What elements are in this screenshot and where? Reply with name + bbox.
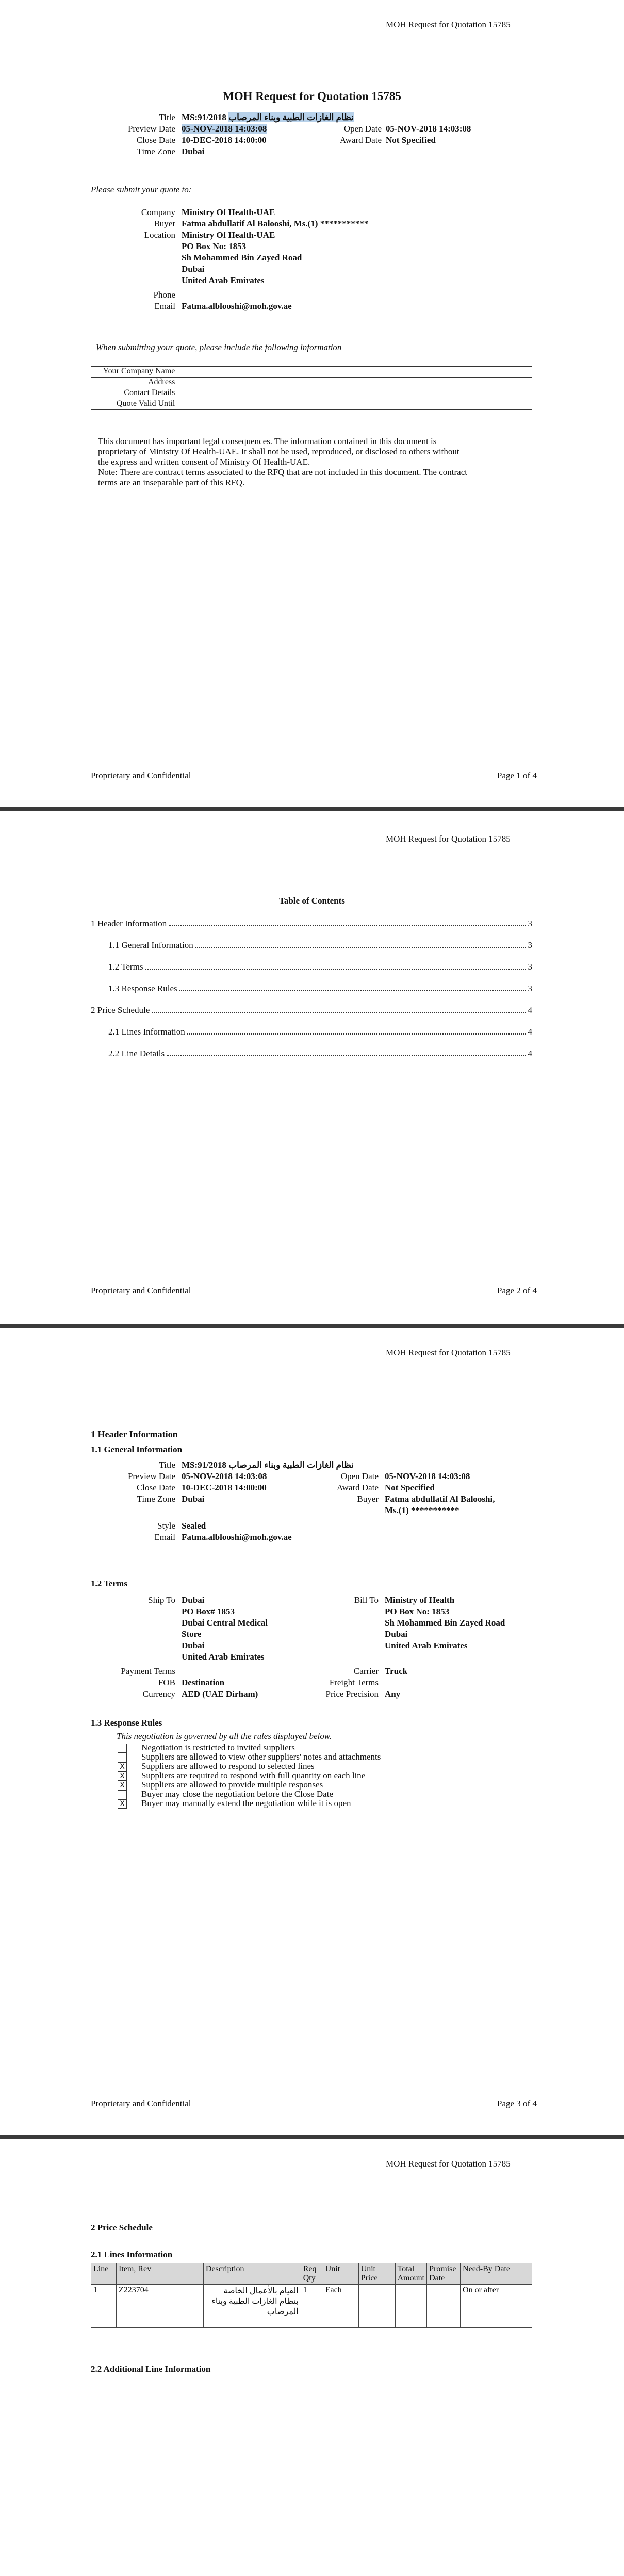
quote-info-table — [91, 366, 532, 410]
ship-to-line: United Arab Emirates — [182, 1652, 265, 1662]
toc-page: 3 — [528, 940, 532, 950]
rule-checkbox[interactable]: X — [118, 1771, 127, 1781]
freight-terms-label: Freight Terms — [329, 1678, 379, 1687]
rule-checkbox[interactable] — [118, 1790, 127, 1799]
email-value: Fatma.alblooshi@moh.gov.ae — [182, 301, 292, 311]
company-name-input[interactable] — [177, 367, 532, 378]
footer-left: Proprietary and Confidential — [91, 2098, 191, 2108]
page-2 — [0, 811, 624, 1324]
legal-line: the express and written consent of Ministry Of Health-UAE. — [98, 457, 310, 467]
section-heading: 2 Price Schedule — [91, 2223, 153, 2233]
page-number: Page 2 of 4 — [497, 1286, 537, 1295]
page-header-title: MOH Request for Quotation 15785 — [386, 834, 511, 844]
section-heading: 1.3 Response Rules — [91, 1718, 162, 1728]
contact-details-input[interactable] — [177, 388, 532, 399]
cell-item: Z223704 — [116, 2285, 203, 2328]
section-heading: 2.1 Lines Information — [91, 2250, 173, 2259]
page-separator — [0, 2135, 624, 2139]
quote-field-label: Contact Details — [91, 388, 177, 399]
column-header: Promise Date — [427, 2263, 461, 2285]
award-date-value: Not Specified — [386, 135, 436, 145]
cell-promise-date[interactable] — [427, 2285, 461, 2328]
location-line: United Arab Emirates — [182, 275, 265, 285]
include-intro: When submitting your quote, please include the following information — [96, 342, 342, 352]
fob-value: Destination — [182, 1678, 225, 1687]
column-header: Req Qty — [301, 2263, 323, 2285]
table-row — [91, 367, 532, 378]
toc-label: 1.3 Response Rules — [108, 983, 177, 993]
price-precision-label: Price Precision — [325, 1689, 379, 1699]
email-label: Email — [154, 301, 175, 311]
footer-left: Proprietary and Confidential — [91, 1286, 191, 1295]
buyer-value: Fatma abdullatif Al Balooshi, Ms.(1) *********** — [182, 219, 369, 228]
footer-left: Proprietary and Confidential — [91, 770, 191, 780]
rule-checkbox[interactable]: X — [118, 1799, 127, 1809]
column-header: Need-By Date — [461, 2263, 532, 2285]
title-arabic: نظام الغازات الطبية وبناء المرصاب — [228, 112, 354, 122]
cell-unit: Each — [323, 2285, 358, 2328]
rule-text: Negotiation is restricted to invited suppliers — [141, 1743, 295, 1752]
section-heading: 2.2 Additional Line Information — [91, 2364, 211, 2374]
column-header: Description — [203, 2263, 301, 2285]
carrier-value: Truck — [385, 1666, 408, 1676]
phone-label: Phone — [153, 290, 175, 300]
toc-page: 4 — [528, 1027, 532, 1037]
open-date-label: Open Date — [340, 1471, 379, 1481]
ship-to-line: Store — [182, 1629, 202, 1639]
legal-line: terms are an inseparable part of this RFQ. — [98, 478, 245, 487]
title-label: Title — [159, 1460, 175, 1470]
title-code: MS:91/2018 — [182, 112, 226, 122]
bill-to-line: PO Box No: 1853 — [385, 1606, 450, 1616]
cell-unit-price[interactable] — [358, 2285, 395, 2328]
page-4 — [0, 2139, 624, 2576]
rule-text: Buyer may manually extend the negotiation while it is open — [141, 1798, 351, 1808]
rule-text: Buyer may close the negotiation before the Close Date — [141, 1789, 333, 1799]
quote-field-label: Your Company Name — [91, 367, 177, 378]
toc-label: 1.2 Terms — [108, 962, 143, 972]
page-header-title: MOH Request for Quotation 15785 — [386, 2159, 511, 2169]
title-code: MS:91/2018 — [182, 1460, 226, 1470]
bill-to-label: Bill To — [354, 1595, 379, 1605]
currency-label: Currency — [142, 1689, 175, 1699]
ship-to-label: Ship To — [148, 1595, 175, 1605]
toc-page: 4 — [528, 1005, 532, 1015]
toc-entry[interactable] — [108, 983, 532, 994]
bill-to-line: United Arab Emirates — [385, 1640, 468, 1650]
rule-checkbox[interactable] — [118, 1744, 127, 1753]
toc-label: 2.2 Line Details — [108, 1048, 165, 1058]
rules-intro: This negotiation is governed by all the rules displayed below. — [117, 1731, 332, 1741]
table-row — [91, 378, 532, 388]
close-date-label: Close Date — [136, 1483, 175, 1492]
bill-to-line: Sh Mohammed Bin Zayed Road — [385, 1618, 505, 1628]
toc-page: 3 — [528, 962, 532, 972]
column-header: Unit Price — [358, 2263, 395, 2285]
address-input[interactable] — [177, 378, 532, 388]
company-value: Ministry Of Health-UAE — [182, 207, 275, 217]
email-label: Email — [154, 1532, 175, 1542]
time-zone-label: Time Zone — [137, 1494, 175, 1504]
legal-line: proprietary of Ministry Of Health-UAE. It shall not be used, reproduced, or disclosed to others without — [98, 447, 459, 456]
legal-line: Note: There are contract terms associated to the RFQ that are not included in this document. The contract — [98, 467, 467, 477]
column-header: Line — [91, 2263, 117, 2285]
rule-checkbox[interactable] — [118, 1753, 127, 1762]
buyer-label: Buyer — [154, 219, 175, 228]
bill-to-line: Dubai — [385, 1629, 408, 1639]
lines-table — [91, 2263, 532, 2328]
ship-to-line: Dubai — [182, 1640, 205, 1650]
page-separator — [0, 807, 624, 811]
toc-entry[interactable] — [108, 940, 532, 950]
rule-text: Suppliers are allowed to view other suppliers' notes and attachments — [141, 1752, 381, 1762]
location-line: Dubai — [182, 264, 205, 274]
toc-entry[interactable] — [108, 1027, 532, 1037]
carrier-label: Carrier — [353, 1666, 379, 1676]
rule-text: Suppliers are allowed to respond to selected lines — [141, 1761, 315, 1771]
table-row — [91, 2285, 532, 2328]
title-label: Title — [159, 112, 175, 122]
award-date-label: Award Date — [339, 135, 382, 145]
title-value — [182, 1460, 354, 1470]
quote-valid-until-input[interactable] — [177, 399, 532, 410]
location-line: Sh Mohammed Bin Zayed Road — [182, 253, 302, 262]
preview-date-label: Preview Date — [127, 124, 175, 134]
close-date-value: 10-DEC-2018 14:00:00 — [182, 1483, 267, 1492]
cell-qty: 1 — [301, 2285, 323, 2328]
email-value: Fatma.alblooshi@moh.gov.ae — [182, 1532, 292, 1542]
column-header: Unit — [323, 2263, 358, 2285]
quote-field-label: Quote Valid Until — [91, 399, 177, 410]
bill-to-line: Ministry of Health — [385, 1595, 455, 1605]
toc-label: 2.1 Lines Information — [108, 1027, 185, 1037]
award-date-value: Not Specified — [385, 1483, 435, 1492]
rule-checkbox[interactable]: X — [118, 1762, 127, 1771]
quote-field-label: Address — [91, 378, 177, 388]
column-header: Item, Rev — [116, 2263, 203, 2285]
table-row — [91, 399, 532, 410]
page-header-title: MOH Request for Quotation 15785 — [386, 20, 511, 29]
document-title: MOH Request for Quotation 15785 — [223, 90, 401, 103]
title-value — [182, 112, 354, 123]
title-arabic: نظام الغازات الطبية وبناء المرصاب — [228, 1460, 354, 1470]
open-date-label: Open Date — [343, 124, 382, 134]
style-value: Sealed — [182, 1521, 206, 1531]
section-heading: 1.2 Terms — [91, 1579, 127, 1588]
rule-text: Suppliers are required to respond with full quantity on each line — [141, 1770, 366, 1780]
toc-label: 2 Price Schedule — [91, 1005, 150, 1015]
column-header: Total Amount — [395, 2263, 426, 2285]
submit-intro: Please submit your quote to: — [91, 185, 192, 194]
location-label: Location — [144, 230, 175, 240]
page-1 — [0, 0, 624, 807]
page-header-title: MOH Request for Quotation 15785 — [386, 1348, 511, 1357]
page-3 — [0, 1328, 624, 2135]
rule-text: Suppliers are allowed to provide multiple responses — [141, 1780, 323, 1790]
company-label: Company — [141, 207, 175, 217]
toc-label: 1 Header Information — [91, 918, 167, 928]
time-zone-value: Dubai — [182, 1494, 205, 1504]
cell-need-by: On or after — [461, 2285, 532, 2328]
cell-description: القيام بالأعمال الخاصة بنظام الغازات الطبية وبناء المرصاب — [203, 2285, 301, 2328]
page-number: Page 3 of 4 — [497, 2098, 537, 2108]
preview-date-text: 05-NOV-2018 14:03:08 — [182, 124, 267, 134]
buyer-label: Buyer — [357, 1494, 379, 1504]
table-header-row — [91, 2263, 532, 2285]
cell-total — [395, 2285, 426, 2328]
toc-label: 1.1 General Information — [108, 940, 193, 950]
rule-checkbox[interactable]: X — [118, 1781, 127, 1790]
toc-page: 4 — [528, 1048, 532, 1058]
price-precision-value: Any — [385, 1689, 401, 1699]
toc-entry[interactable] — [108, 1048, 532, 1059]
location-line: Ministry Of Health-UAE — [182, 230, 275, 240]
location-line: PO Box No: 1853 — [182, 241, 247, 251]
section-heading: 1 Header Information — [91, 1429, 178, 1439]
ship-to-line: PO Box# 1853 — [182, 1606, 235, 1616]
award-date-label: Award Date — [336, 1483, 379, 1492]
close-date-label: Close Date — [136, 135, 175, 145]
buyer-value: Fatma abdullatif Al Balooshi, — [385, 1494, 495, 1504]
toc-page: 3 — [528, 918, 532, 928]
style-label: Style — [157, 1521, 175, 1531]
preview-date-value: 05-NOV-2018 14:03:08 — [182, 1471, 267, 1481]
section-heading: 1.1 General Information — [91, 1445, 183, 1454]
open-date-value: 05-NOV-2018 14:03:08 — [385, 1471, 470, 1481]
toc-title: Table of Contents — [279, 896, 345, 906]
close-date-value: 10-DEC-2018 14:00:00 — [182, 135, 267, 145]
table-row — [91, 388, 532, 399]
currency-value: AED (UAE Dirham) — [182, 1689, 258, 1699]
ship-to-line: Dubai — [182, 1595, 205, 1605]
page-number: Page 1 of 4 — [497, 770, 537, 780]
toc-entry[interactable] — [91, 1005, 532, 1015]
page-separator — [0, 1324, 624, 1328]
time-zone-label: Time Zone — [137, 146, 175, 156]
legal-line: This document has important legal consequences. The information contained in this document is — [98, 436, 437, 446]
preview-date-value — [182, 124, 267, 134]
payment-terms-label: Payment Terms — [121, 1666, 175, 1676]
toc-entry[interactable] — [108, 962, 532, 972]
toc-entry[interactable] — [91, 918, 532, 929]
cell-line: 1 — [91, 2285, 117, 2328]
time-zone-value: Dubai — [182, 146, 205, 156]
toc-page: 3 — [528, 983, 532, 993]
fob-label: FOB — [158, 1678, 175, 1687]
open-date-value: 05-NOV-2018 14:03:08 — [386, 124, 471, 134]
buyer-value-line2: Ms.(1) *********** — [385, 1505, 459, 1515]
ship-to-line: Dubai Central Medical — [182, 1618, 268, 1628]
legal-notice — [98, 436, 541, 488]
preview-date-label: Preview Date — [127, 1471, 175, 1481]
